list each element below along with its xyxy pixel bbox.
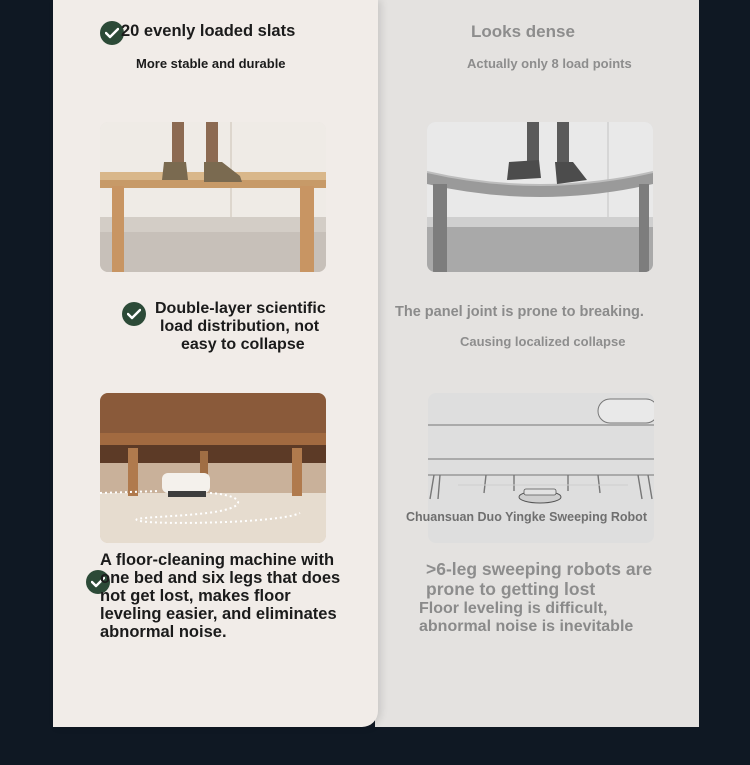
competitor-subheading: Actually only 8 load points [467,56,632,71]
competitor-robot-line-1: >6-leg sweeping robots are [426,559,653,579]
competitor-robot-line-2: prone to getting lost [426,579,596,599]
robot-benefit-line-3: not get lost, makes floor [100,587,291,605]
competitor-heading: Looks dense [471,22,575,41]
checkmark-icon [122,302,146,326]
distribution-line-3: easy to collapse [181,336,305,353]
competitor-robot-line-3: Floor leveling is difficult, [419,600,608,617]
panel-joint-subheading: Causing localized collapse [460,334,626,349]
slats-subheading: More stable and durable [136,56,286,71]
robot-under-bed-photo [100,393,326,543]
robot-benefit-line-2: one bed and six legs that does [100,569,341,587]
slat-bed-photo [100,122,326,272]
distribution-line-1: Double-layer scientific [155,300,326,317]
competitor-robot-line-4: abnormal noise is inevitable [419,618,634,635]
robot-benefit-line-4: leveling easier, and eliminates [100,605,337,623]
competitor-bed-photo [427,122,653,272]
robot-benefit-line-1: A floor-cleaning machine with [100,551,335,569]
slats-heading: 20 evenly loaded slats [121,22,296,40]
panel-joint-heading: The panel joint is prone to breaking. [395,304,644,320]
robot-benefit-line-5: abnormal noise. [100,623,227,641]
robot-caption: Chuansuan Duo Yingke Sweeping Robot [406,510,647,524]
distribution-line-2: load distribution, not [160,318,320,335]
